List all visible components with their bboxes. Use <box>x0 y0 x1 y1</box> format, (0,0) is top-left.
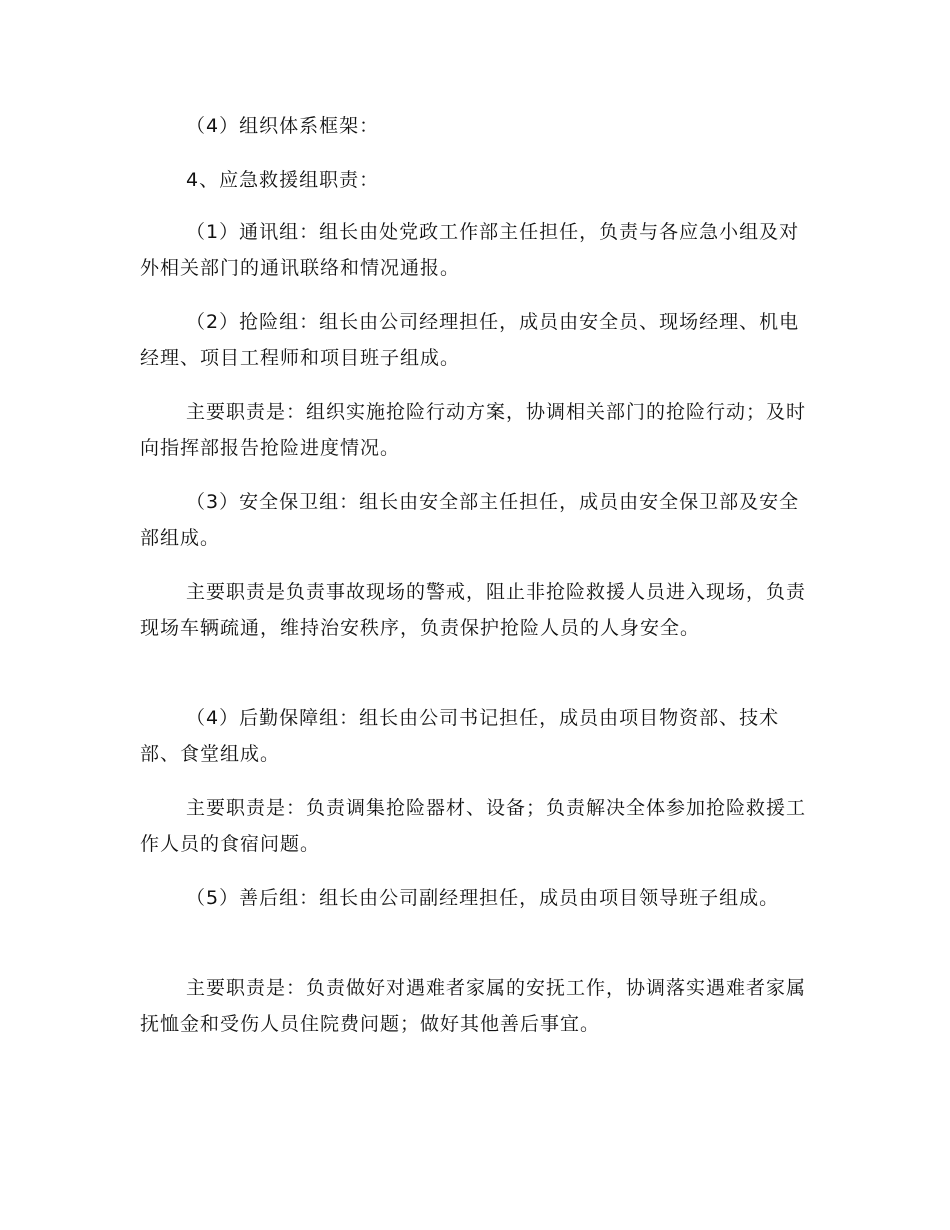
heading-rescue-duties: 4、应急救援组职责： <box>186 169 380 191</box>
paragraph-aftermath-group: （5）善后组：组长由公司副经理担任，成员由项目领导班子组成。 <box>186 887 780 909</box>
paragraph-security-group: （3）安全保卫组：组长由安全部主任担任，成员由安全保卫部及安全部组成。 <box>140 491 800 549</box>
paragraph-aftermath-duties: 主要职责是：负责做好对遇难者家属的安抚工作，协调落实遇难者家属抚恤金和受伤人员住院费问题；做好其他善后事宜。 <box>140 977 807 1035</box>
paragraph-rescue-duties: 主要职责是：组织实施抢险行动方案，协调相关部门的抢险行动；及时向指挥部报告抢险进度情况。 <box>140 401 807 459</box>
paragraph-logistics-group: （4）后勤保障组：组长由公司书记担任，成员由项目物资部、技术部、食堂组成。 <box>140 707 780 765</box>
paragraph-logistics-duties: 主要职责是：负责调集抢险器材、设备；负责解决全体参加抢险救援工作人员的食宿问题。 <box>140 797 807 855</box>
heading-org-framework: （4）组织体系框架： <box>186 115 380 137</box>
paragraph-security-duties: 主要职责是负责事故现场的警戒，阻止非抢险救援人员进入现场，负责现场车辆疏通，维持治安秩序，负责保护抢险人员的人身安全。 <box>140 581 807 639</box>
paragraph-communication-group: （1）通讯组：组长由处党政工作部主任担任，负责与各应急小组及对外相关部门的通讯联络和情况通报。 <box>140 221 800 279</box>
paragraph-rescue-group: （2）抢险组：组长由公司经理担任，成员由安全员、现场经理、机电经理、项目工程师和项目班子组成。 <box>140 311 800 369</box>
